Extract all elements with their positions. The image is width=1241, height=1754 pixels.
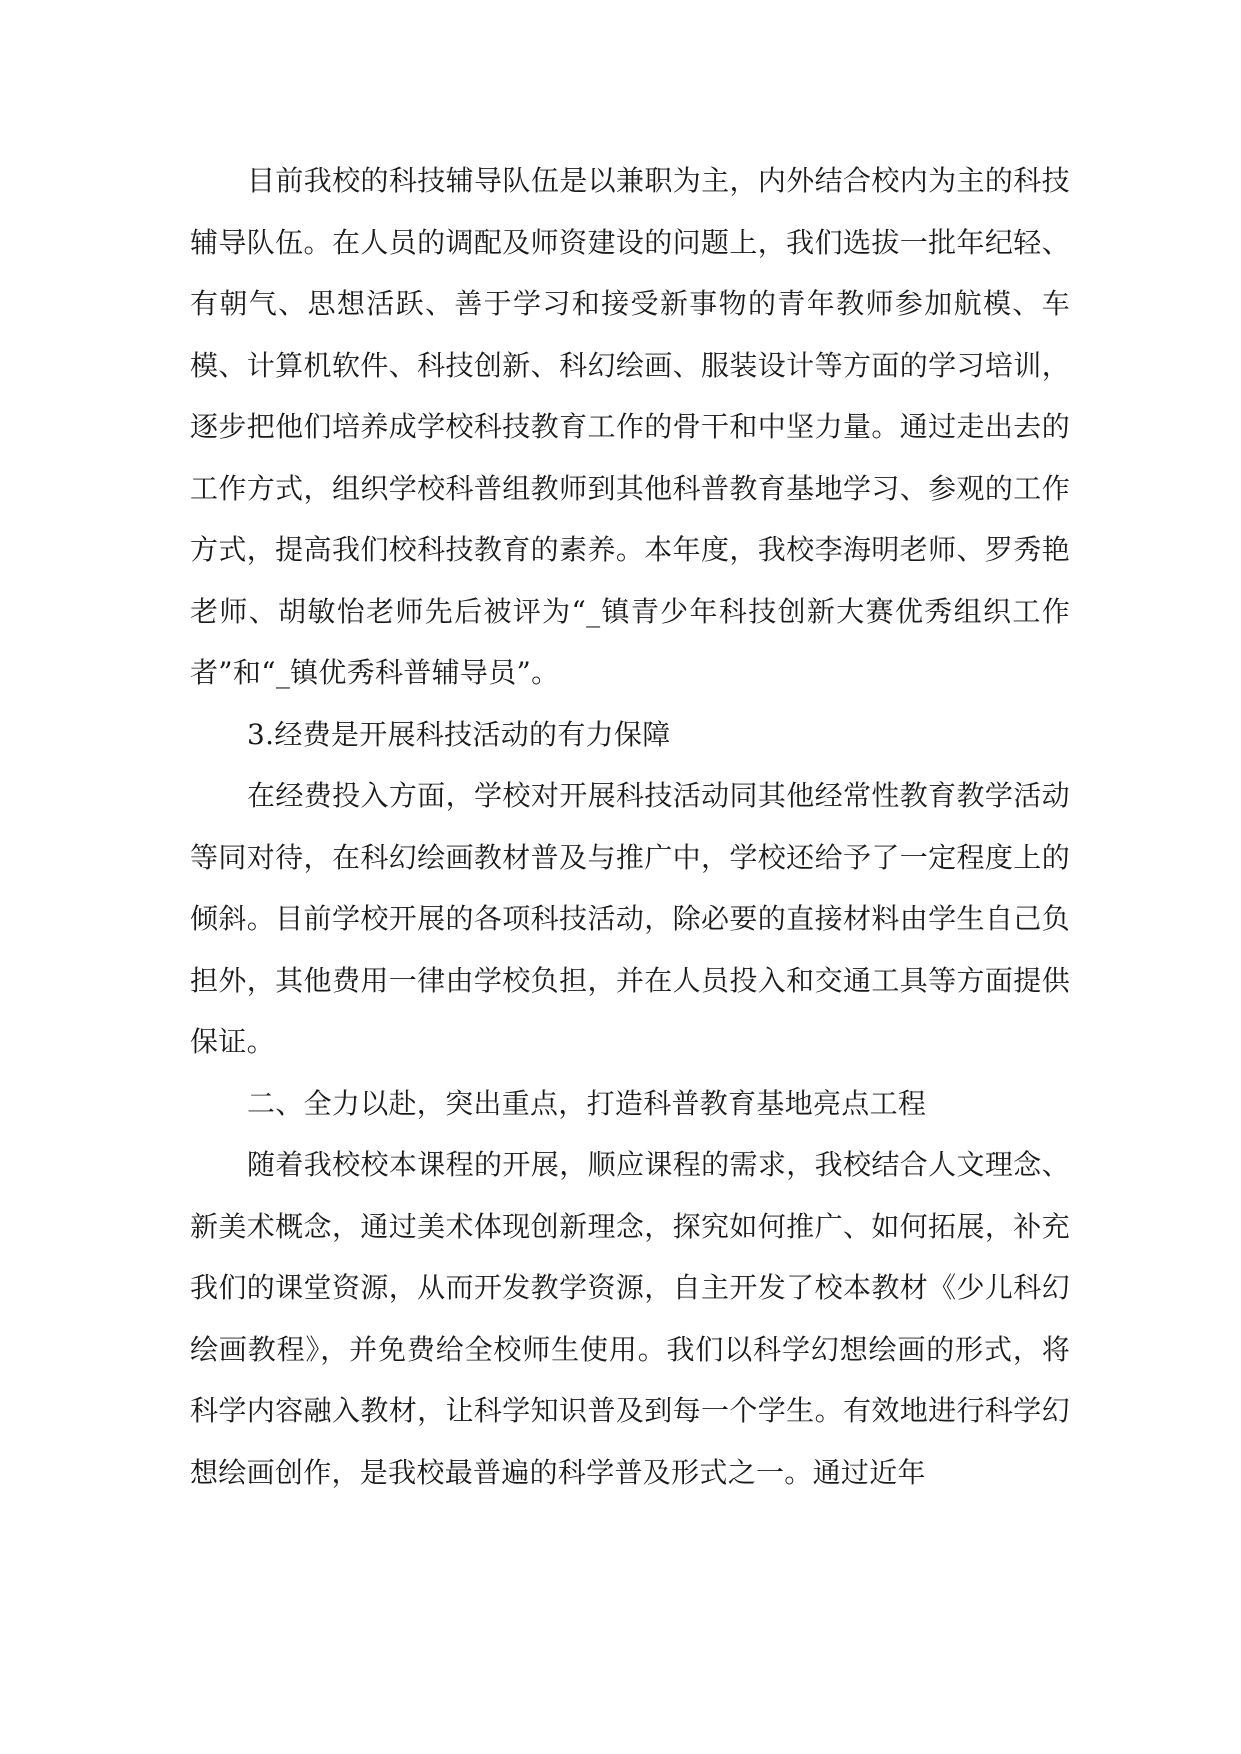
paragraph-funding: 在经费投入方面，学校对开展科技活动同其他经常性教育教学活动等同对待，在科幻绘画教材普及与推广中，学校还给予了一定程度上的倾斜。目前学校开展的各项科技活动，除必要的直接材料由学生自己负担外，其他费用一律由学校负担，并在人员投入和交通工具等方面提供保证。: [190, 779, 1070, 1058]
paragraph-curriculum: 随着我校校本课程的开展，顺应课程的需求，我校结合人文理念、新美术概念，通过美术体现创新理念，探究如何推广、如何拓展，补充我们的课堂资源，从而开发教学资源，自主开发了校本教材《少儿科幻绘画教程》，并免费给全校师生使用。我们以科学幻想绘画的形式，将科学内容融入教材，让科学知识普及到每一个学生。有效地进行科学幻想绘画创作，是我校最普遍的科学普及形式之一。通过近年: [190, 1148, 1070, 1489]
heading-section-two: 二、全力以赴，突出重点，打造科普教育基地亮点工程: [247, 1086, 927, 1120]
document-page: [190, 150, 1070, 1503]
paragraph-teacher-team: 目前我校的科技辅导队伍是以兼职为主，内外结合校内为主的科技辅导队伍。在人员的调配及师资建设的问题上，我们选拔一批年纪轻、有朝气、思想活跃、善于学习和接受新事物的青年教师参加航模、车模、计算机软件、科技创新、科幻绘画、服装设计等方面的学习培训，逐步把他们培养成学校科技教育工作的骨干和中坚力量。通过走出去的工作方式，组织学校科普组教师到其他科普教育基地学习、参观的工作方式，提高我们校科技教育的素养。本年度，我校李海明老师、罗秀艳老师、胡敏怡老师先后被评为“_镇青少年科技创新大赛优秀组织工作者”和“_镇优秀科普辅导员”。: [190, 164, 1070, 689]
heading-funding: 3.经费是开展科技活动的有力保障: [247, 717, 671, 751]
